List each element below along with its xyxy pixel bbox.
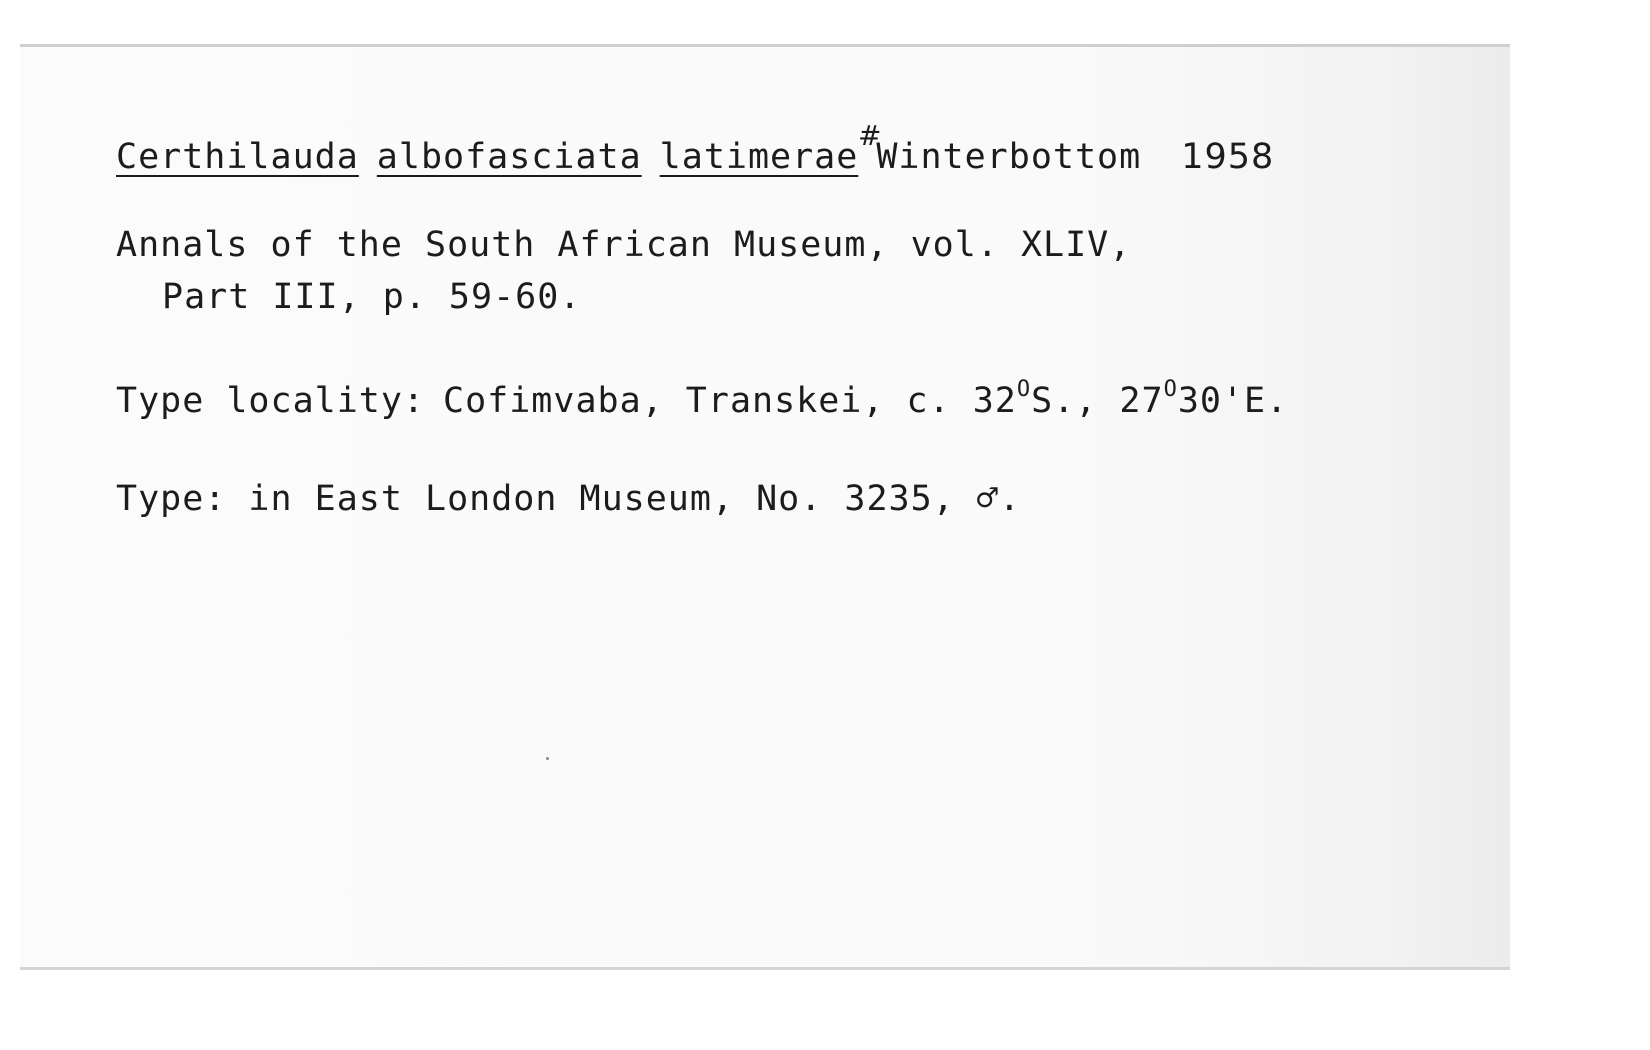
species-name: albofasciata	[376, 137, 642, 177]
longitude-rest: 30'E.	[1177, 381, 1289, 421]
author-name: Winterbottom	[876, 137, 1142, 177]
genus-name: Certhilauda	[116, 137, 359, 177]
correction-mark: #	[858, 119, 882, 152]
reference-line-1: Annals of the South African Museum, vol. XLIV,	[116, 225, 1132, 265]
latitude-degree-mark: O	[1016, 377, 1032, 402]
type-locality-label: Type locality:	[116, 381, 426, 421]
latitude-rest: S., 27	[1031, 381, 1164, 421]
type-locality-line	[116, 377, 1289, 421]
index-card	[20, 44, 1510, 970]
card-edge-shadow	[1390, 47, 1510, 967]
type-locality-place: Cofimvaba, Transkei, c. 32	[443, 381, 1017, 421]
longitude-degree-mark: O	[1163, 377, 1178, 402]
publication-year: 1958	[1181, 137, 1275, 177]
paper-speck	[546, 757, 549, 760]
reference-line-2: Part III, p. 59-60.	[162, 277, 582, 317]
taxon-name-line	[116, 137, 1274, 177]
type-specimen-line: Type: in East London Museum, No. 3235, ♂.	[116, 479, 1021, 519]
subspecies-name: latimerae	[659, 137, 859, 177]
